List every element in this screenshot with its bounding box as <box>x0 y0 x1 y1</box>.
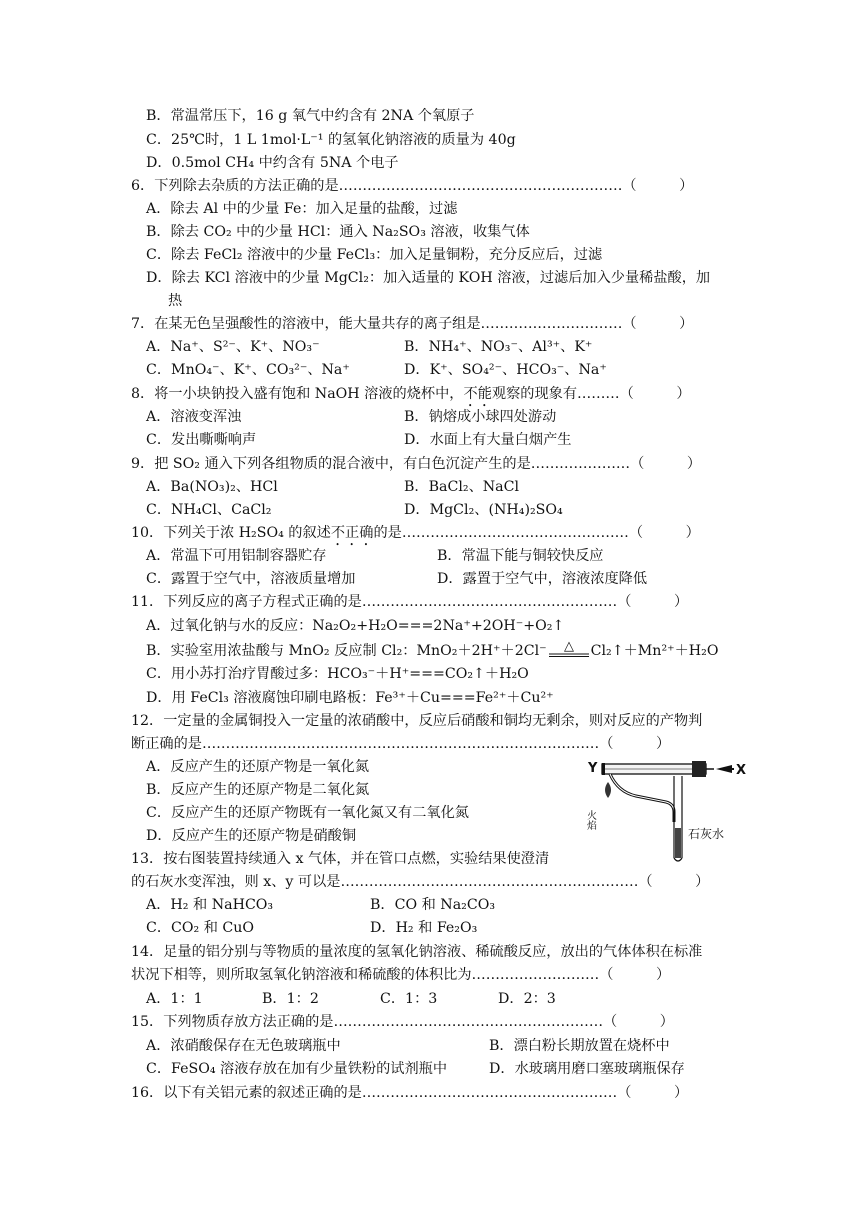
q10-stem-emphasis: 不正确 <box>330 525 374 541</box>
q8-stem-post: 观察的现象有………（ ） <box>491 386 691 402</box>
q8-stem-emphasis: 不能 <box>463 386 492 402</box>
q10-option-a: A．常温下可用铝制容器贮存 <box>146 548 327 564</box>
q15-stem: 15．下列物质存放方法正确的是…………………………………………………（ ） <box>131 1014 674 1030</box>
q13-option-d: D．H₂ 和 Fe₂O₃ <box>370 920 478 936</box>
q11-stem: 11．下列反应的离子方程式正确的是………………………………………………（ ） <box>131 594 689 610</box>
q12-stem-cont: 断正确的是…………………………………………………………………………（ ） <box>131 736 671 752</box>
label-x: X <box>736 763 747 778</box>
q10-stem-pre: 10．下列关于浓 H₂SO₄ 的叙述 <box>131 525 331 541</box>
label-y: Y <box>588 761 598 776</box>
q9-option-d: D．MgCl₂、(NH₄)₂SO₄ <box>404 502 563 518</box>
q11-option-b-post: Cl₂↑＋Mn²⁺＋H₂O <box>590 643 719 659</box>
q13-stem-cont: 的石灰水变浑浊，则 x、y 可以是………………………………………………………（ ） <box>131 874 710 890</box>
q13-option-c: C．CO₂ 和 CuO <box>146 920 255 936</box>
q8-option-b: B．钠熔成小球四处游动 <box>404 409 557 425</box>
q11-option-b <box>146 640 719 661</box>
q7-option-a: A．Na⁺、S²⁻、K⁺、NO₃⁻ <box>146 339 320 355</box>
q11-option-a: A．过氧化钠与水的反应：Na₂O₂+H₂O===2Na⁺+2OH⁻+O₂↑ <box>146 618 565 634</box>
q5-option-d: D．0.5mol CH₄ 中约含有 5NA 个电子 <box>146 155 399 171</box>
q8-option-d: D．水面上有大量白烟产生 <box>404 432 572 448</box>
q7-stem: 7．在某无色呈强酸性的溶液中，能大量共存的离子组是…………………………（ ） <box>131 316 694 332</box>
q14-option-c: C．1：3 <box>380 991 438 1007</box>
delta-icon: △ <box>563 639 574 654</box>
q11-option-d: D．用 FeCl₃ 溶液腐蚀印刷电路板：Fe³⁺＋Cu===Fe²⁺＋Cu²⁺ <box>146 690 554 706</box>
q15-option-a: A．浓硝酸保存在无色玻璃瓶中 <box>146 1038 341 1054</box>
q14-option-d: D．2：3 <box>498 991 556 1007</box>
q6-option-d: D．除去 KCl 溶液中的少量 MgCl₂：加入适量的 KOH 溶液，过滤后加入少量稀盐酸，加 <box>146 270 711 286</box>
q7-option-d: D．K⁺、SO₄²⁻、HCO₃⁻、Na⁺ <box>404 362 607 378</box>
q13-stem: 13．按右图装置持续通入 x 气体，并在管口点燃，实验结果使澄清 <box>131 851 550 867</box>
apparatus-figure <box>584 758 748 866</box>
q7-option-b: B．NH₄⁺、NO₃⁻、Al³⁺、K⁺ <box>404 339 593 355</box>
q14-stem: 14．足量的铝分别与等物质的量浓度的氢氧化钠溶液、稀硫酸反应，放出的气体体积在标准 <box>131 944 703 960</box>
q6-option-d-cont: 热 <box>168 293 183 309</box>
q12-stem: 12．一定量的金属铜投入一定量的浓硝酸中，反应后硝酸和铜均无剩余，则对反应的产物判 <box>131 713 703 729</box>
q14-option-a: A．1：1 <box>146 991 203 1007</box>
q9-stem: 9．把 SO₂ 通入下列各组物质的混合液中，有白色沉淀产生的是…………………（ ） <box>131 456 702 472</box>
q15-option-d: D．水玻璃用磨口塞玻璃瓶保存 <box>489 1061 685 1077</box>
q9-option-c: C．NH₄Cl、CaCl₂ <box>146 502 272 518</box>
q16-stem: 16．以下有关铝元素的叙述正确的是………………………………………………（ ） <box>131 1085 689 1101</box>
q8-option-c: C．发出嘶嘶响声 <box>146 432 257 448</box>
q10-option-d: D．露置于空气中，溶液浓度降低 <box>437 571 648 587</box>
q13-option-b: B．CO 和 Na₂CO₃ <box>370 897 496 913</box>
q6-stem: 6．下列除去杂质的方法正确的是……………………………………………………（ ） <box>131 178 694 194</box>
q9-option-a: A．Ba(NO₃)₂、HCl <box>146 479 278 495</box>
q13-option-a: A．H₂ 和 NaHCO₃ <box>146 897 274 913</box>
q8-stem-pre: 8．将一小块钠投入盛有饱和 NaOH 溶液的烧杯中， <box>131 386 464 402</box>
q11-option-b-pre: B．实验室用浓盐酸与 MnO₂ 反应制 Cl₂：MnO₂＋2H⁺＋2Cl⁻ <box>146 643 547 659</box>
q10-stem-post: 的是…………………………………………（ ） <box>373 525 700 541</box>
q12-option-d: D．反应产生的还原产物是硝酸铜 <box>146 828 357 844</box>
q15-option-c: C．FeSO₄ 溶液存放在加有少量铁粉的试剂瓶中 <box>146 1061 448 1077</box>
q6-option-a: A．除去 Al 中的少量 Fe：加入足量的盐酸，过滤 <box>146 201 458 217</box>
q7-option-c: C．MnO₄⁻、K⁺、CO₃²⁻、Na⁺ <box>146 362 350 378</box>
q14-stem-cont: 状况下相等，则所取氢氧化钠溶液和稀硫酸的体积比为………………………（ ） <box>131 967 671 983</box>
q9-option-b: B．BaCl₂、NaCl <box>404 479 520 495</box>
label-limewater: 石灰水 <box>688 827 725 841</box>
q14-option-b: B．1：2 <box>262 991 319 1007</box>
q6-option-b: B．除去 CO₂ 中的少量 HCl：通入 Na₂SO₃ 溶液，收集气体 <box>146 224 530 240</box>
q11-option-c: C．用小苏打治疗胃酸过多：HCO₃⁻＋H⁺===CO₂↑＋H₂O <box>146 666 529 682</box>
q8-option-a: A．溶液变浑浊 <box>146 409 242 425</box>
q5-option-b: B．常温常压下，16 g 氧气中约含有 2NA 个氧原子 <box>146 108 475 124</box>
q10-option-b: B．常温下能与铜较快反应 <box>437 548 604 564</box>
q12-option-c: C．反应产生的还原产物既有一氧化氮又有二氧化氮 <box>146 805 469 821</box>
q12-option-b: B．反应产生的还原产物是二氧化氮 <box>146 782 370 798</box>
q6-option-c: C．除去 FeCl₂ 溶液中的少量 FeCl₃：加入足量铜粉，充分反应后，过滤 <box>146 247 603 263</box>
q5-option-c: C．25℃时，1 L 1mol·L⁻¹ 的氢氧化钠溶液的质量为 40g <box>146 132 516 148</box>
heat-arrow <box>547 640 591 660</box>
q10-option-c: C．露置于空气中，溶液质量增加 <box>146 571 356 587</box>
flame-icon <box>605 782 611 798</box>
label-flame: 火焰 <box>584 810 596 830</box>
q12-option-a: A．反应产生的还原产物是一氧化氮 <box>146 759 370 775</box>
q15-option-b: B．漂白粉长期放置在烧杯中 <box>489 1038 670 1054</box>
